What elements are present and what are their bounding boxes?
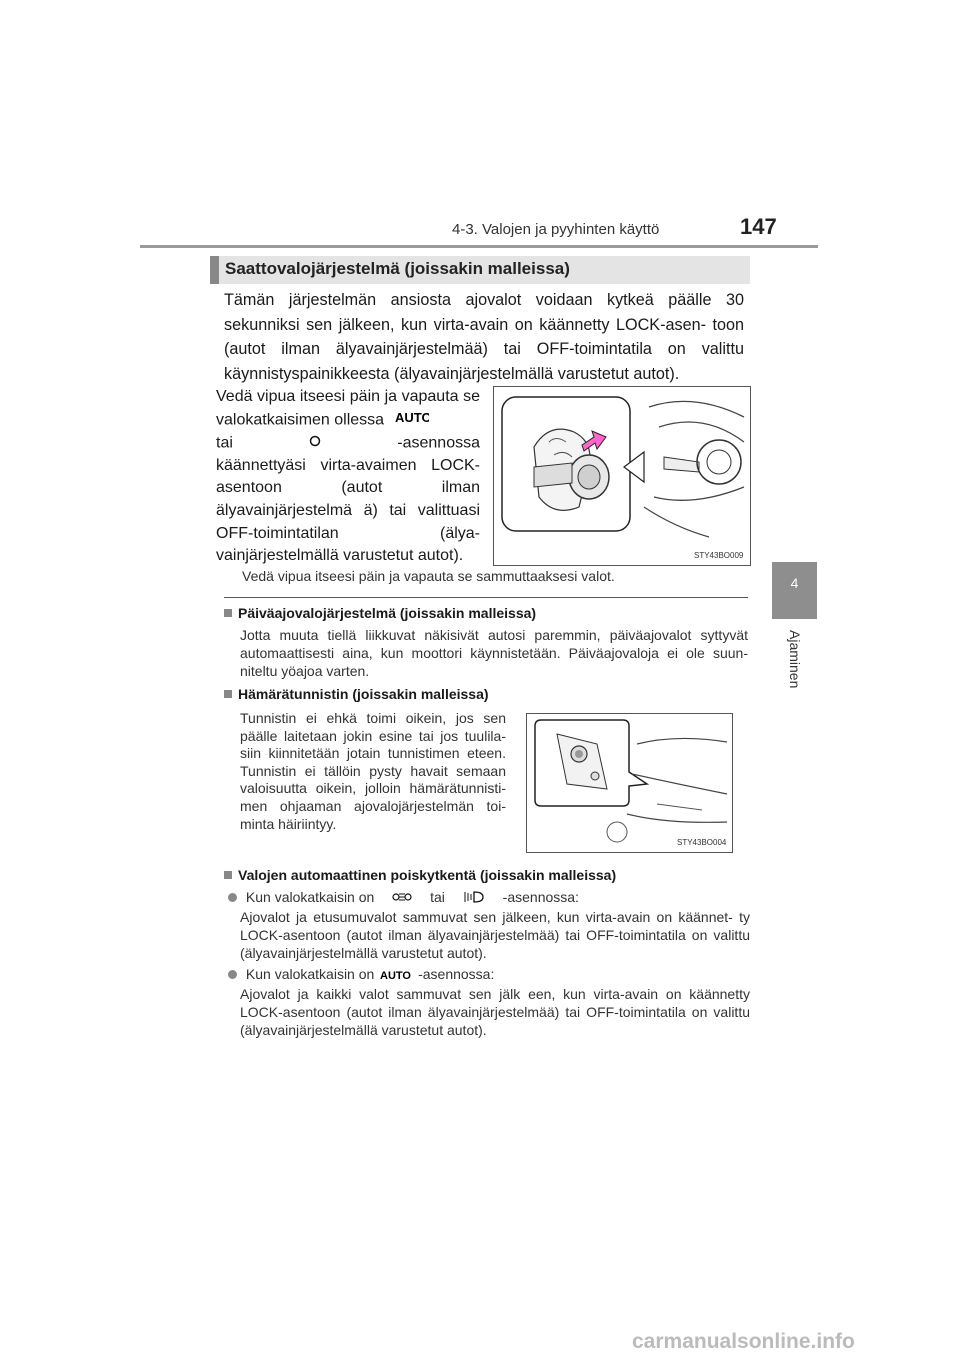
off-position-icon: [309, 432, 321, 455]
instruction-text-c: -asennossa käännettyäsi virta-avaimen LOCK-asentoon (autot ilman älyavainjärjestelmä ä) tai valittuasi OFF-toimintatilan (älya- vainjärjestelmällä varustetut autot).: [216, 434, 480, 565]
sensor-text: Tunnistin ei ehkä toimi oikein, jos sen päälle laitetaan jokin esine tai jos tuulila- siin kiinnitetään jotain tunnistimen eteen. Tunnistin ei tällöin pysty havait semaan valoisuutta oikein, jolloin hämärätunnisti- men ohjaaman ajovalojärjestelmän toi- minta häiriintyy.: [240, 710, 506, 832]
figure-caption: Vedä vipua itseesi päin ja vapauta se sammuttaaksesi valot.: [242, 568, 615, 584]
instruction-text-b: tai: [216, 434, 233, 452]
square-bullet-icon: [224, 690, 232, 698]
lever-illustration: [493, 386, 751, 566]
round-bullet-icon: [228, 970, 237, 979]
svg-text:STY43BO009: STY43BO009: [694, 551, 744, 560]
svg-text:AUTO: AUTO: [394, 409, 429, 424]
square-bullet-icon: [224, 609, 232, 617]
chapter-label: Ajaminen: [787, 630, 803, 689]
section-divider: [224, 597, 748, 598]
sensor-heading: Hämärätunnistin (joissakin malleissa): [224, 686, 489, 702]
bullet-1-line: Kun valokatkaisin on tai -asennossa:: [228, 889, 579, 907]
watermark: carmanualsonline.info: [632, 1330, 855, 1353]
auto-switch-icon: [380, 967, 412, 983]
parking-light-icon: [392, 890, 412, 906]
daytime-text: Jotta muuta tiellä liikkuvat näkisivät autosi paremmin, päiväajovalot syttyvät automaattisesti aina, kun moottori käynnistetään. Päiväajovaloja ei ole suun- niteltu yöajoa varten.: [240, 627, 748, 679]
section-title: Saattovalojärjestelmä (joissakin malleissa): [225, 259, 570, 278]
intro-paragraph: Tämän järjestelmän ansiosta ajovalot voidaan kytkeä päälle 30 sekunniksi sen jälkeen, kun virta-avain on käännetty LOCK-asen- toon (autot ilman älyavainjärjestelmää) tai OFF-toimintatila on valittu käynnistyspainikkeesta (älyavainjärjestelmällä varustetut autot).: [224, 291, 744, 383]
instruction-paragraph: [216, 386, 480, 568]
auto-off-heading: Valojen automaattinen poiskytkentä (joissakin malleissa): [224, 867, 616, 883]
square-bullet-icon: [224, 871, 232, 879]
bullet-2-line: Kun valokatkaisin on AUTO -asennossa:: [228, 966, 494, 983]
svg-text:STY43BO004: STY43BO004: [677, 838, 727, 847]
auto-switch-icon: [395, 409, 429, 432]
chapter-number: 4: [790, 575, 799, 591]
headlight-icon: [463, 890, 485, 907]
daytime-heading: Päiväajovalojärjestelmä (joissakin malleissa): [224, 605, 536, 621]
bullet-2-text: Ajovalot ja kaikki valot sammuvat sen jälk een, kun virta-avain on käännetty LOCK-asentoon (autot ilman älyavainjärjestelmää) tai OFF-toimintatila on valittu (älyavainjärjestelmällä varustetut autot).: [240, 986, 750, 1038]
instruction-text-a: Vedä vipua itseesi päin ja vapauta se valokatkaisimen ollessa: [216, 388, 480, 429]
chapter-label-box: [773, 630, 813, 710]
bullet-1-text: Ajovalot ja etusumuvalot sammuvat sen jälkeen, kun virta-avain on käännet- ty LOCK-asentoon (autot ilman älyavainjärjestelmää) tai OFF-toimintatila on valittu (älyavainjärjestelmällä varustetut autot).: [240, 909, 750, 961]
page-number: 147: [740, 214, 777, 239]
round-bullet-icon: [228, 893, 237, 902]
sensor-illustration: [526, 713, 733, 853]
running-header: 4-3. Valojen ja pyyhinten käyttö: [452, 221, 660, 238]
svg-text:AUTO: AUTO: [380, 970, 412, 981]
header-rule: [140, 245, 818, 248]
